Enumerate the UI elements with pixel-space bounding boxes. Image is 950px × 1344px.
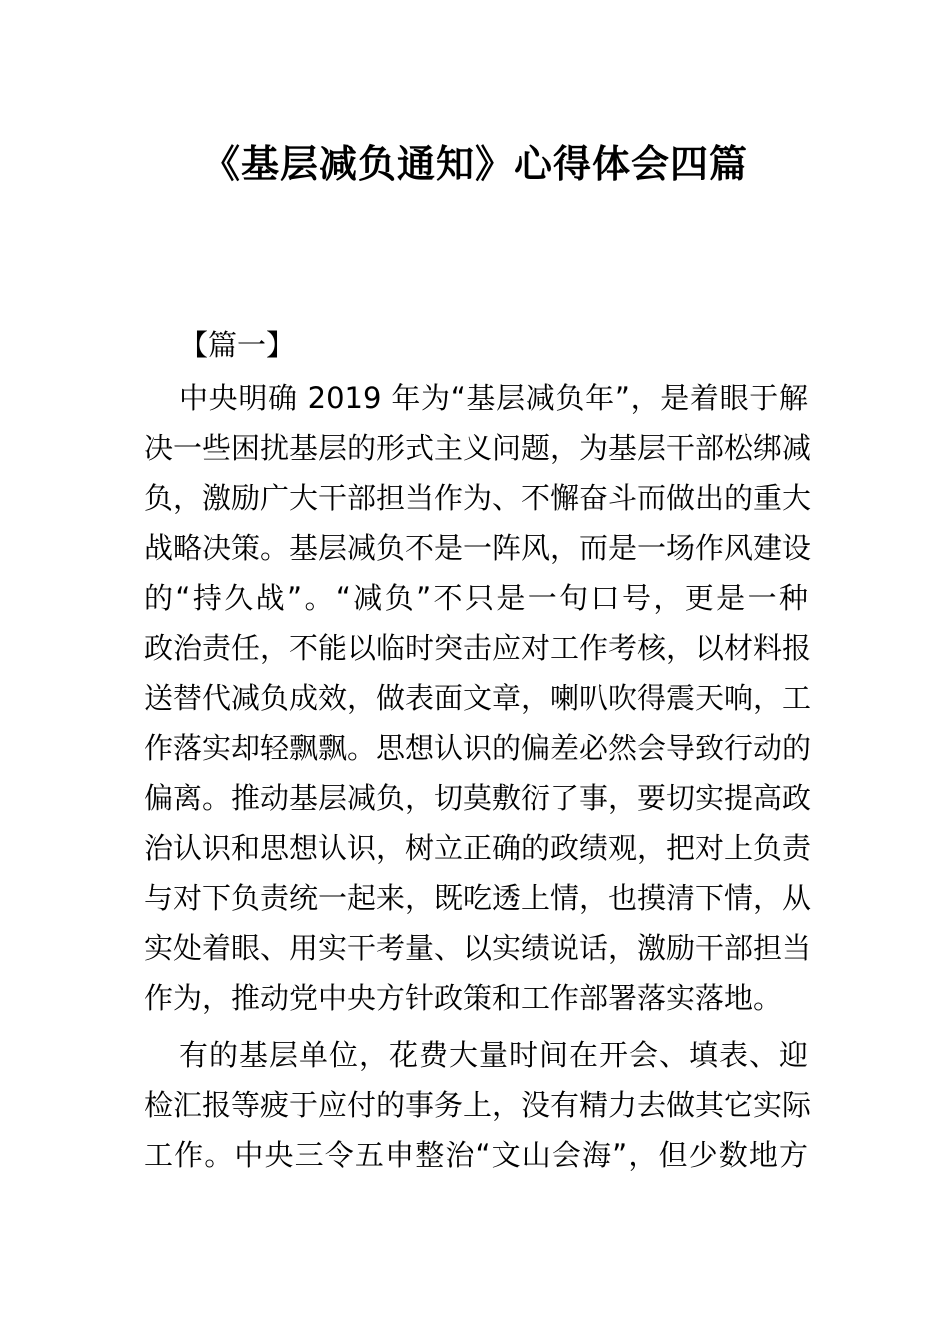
section-label: 【篇一】 <box>179 328 296 362</box>
paragraph-line: 作为，推动党中央方针政策和工作部署落实落地。 <box>144 981 783 1015</box>
paragraph-line: 政治责任，不能以临时突击应对工作考核，以材料报 <box>144 631 812 665</box>
paragraph-line: 中央明确 2019 年为“基层减负年”，是着眼于解 <box>179 381 808 415</box>
document-title: 《基层减负通知》心得体会四篇 <box>201 142 748 186</box>
paragraph-line: 有的基层单位，花费大量时间在开会、填表、迎 <box>179 1038 808 1072</box>
paragraph-line: 决一些困扰基层的形式主义问题，为基层干部松绑减 <box>144 431 812 465</box>
document-body <box>144 320 812 1180</box>
paragraph-line: 治认识和思想认识，树立正确的政绩观，把对上负责 <box>144 831 812 865</box>
paragraph-line: 与对下负责统一起来，既吃透上情，也摸清下情，从 <box>144 881 812 915</box>
paragraph-line: 负，激励广大干部担当作为、不懈奋斗而做出的重大 <box>144 481 812 515</box>
paragraph-line: 送替代减负成效，做表面文章，喇叭吹得震天响，工 <box>144 681 812 715</box>
paragraph-line: 工作。中央三令五申整治“文山会海”，但少数地方 <box>144 1138 808 1172</box>
paragraph-line: 战略决策。基层减负不是一阵风，而是一场作风建设 <box>144 531 812 565</box>
paragraph-spacer <box>144 1023 808 1030</box>
paragraph-line: 检汇报等疲于应付的事务上，没有精力去做其它实际 <box>144 1088 812 1122</box>
paragraph-line: 偏离。推动基层减负，切莫敷衍了事，要切实提高政 <box>144 781 812 815</box>
paragraph-2 <box>144 1030 812 1180</box>
paragraph-line: 的“持久战”。“减负”不只是一句口号，更是一种 <box>144 581 808 615</box>
paragraph-line: 作落实却轻飘飘。思想认识的偏差必然会导致行动的 <box>144 731 812 765</box>
paragraph-line: 实处着眼、用实干考量、以实绩说话，激励干部担当 <box>144 931 812 965</box>
paragraph-1 <box>144 373 812 1023</box>
